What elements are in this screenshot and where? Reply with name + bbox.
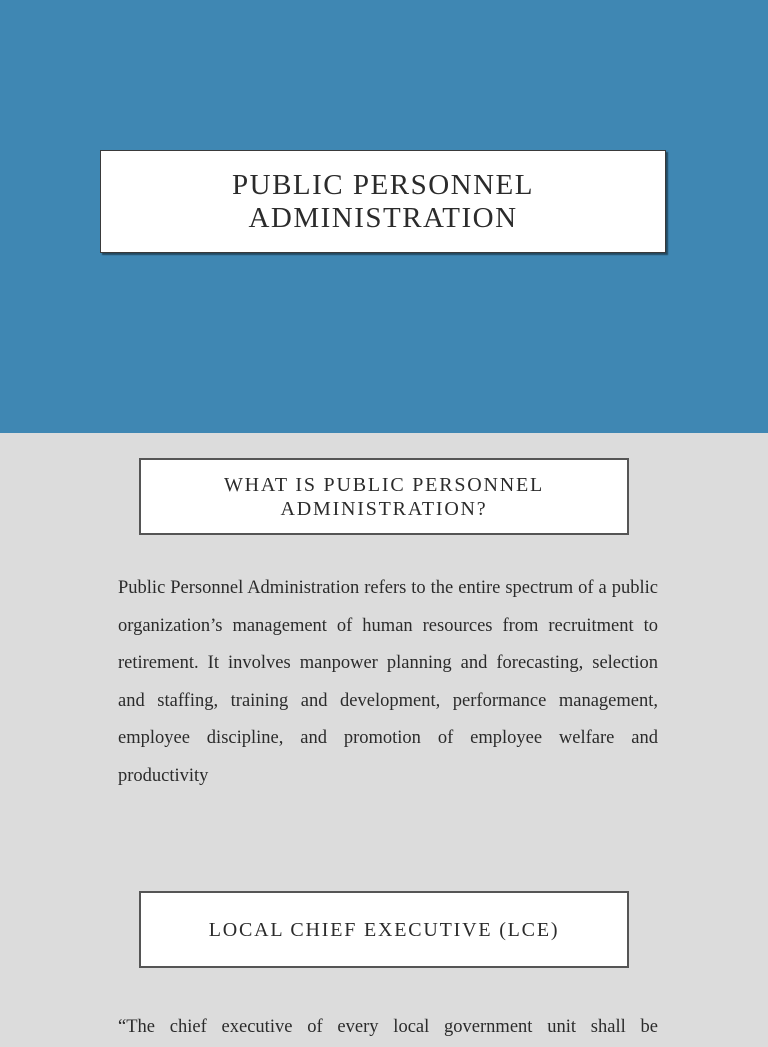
title-slide	[0, 0, 768, 433]
heading-box-what-is	[139, 458, 629, 535]
heading-box-lce	[139, 891, 629, 968]
content-slide	[0, 433, 768, 1037]
lce-quote-text: “The chief executive of every local government unit shall be	[118, 1017, 658, 1037]
section-heading-lce: LOCAL CHIEF EXECUTIVE (LCE)	[208, 918, 560, 941]
definition-paragraph: Public Personnel Administration refers to the entire spectrum of a public organization’s management of human resources from recruitment to retirement. It involves manpower planning and forecasting, selection and staffing, training and development, performance management, employee discipline, and promotion of employee welfare and productivity	[118, 578, 658, 786]
section-heading-what-is: WHAT IS PUBLIC PERSONNEL ADMINISTRATION?	[223, 473, 545, 520]
slide-title: PUBLIC PERSONNEL ADMINISTRATION	[232, 168, 534, 234]
title-box	[100, 150, 666, 253]
